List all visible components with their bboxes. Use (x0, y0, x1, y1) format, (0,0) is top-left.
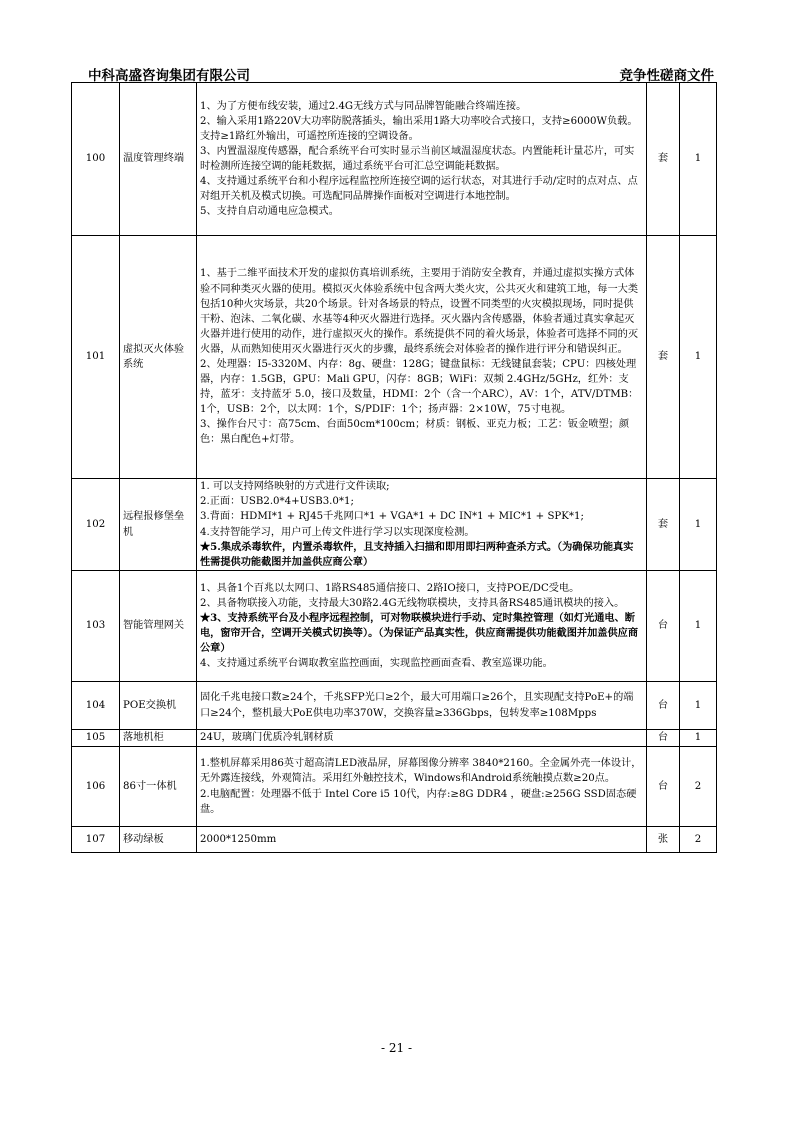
description-line: 2.正面：USB2.0*4+USB3.0*1; (200, 496, 354, 508)
description-line: 1、具备1个百兆以太网口、1路RS485通信接口、2路IO接口，支持POE/DC受电。 (200, 582, 580, 594)
description-line: 1.整机屏幕采用86英寸超高清LED液晶屏，屏幕图像分辨率 3840*2160。全金属外壳一体设计，无外露连接线，外观简洁。采用红外触控技术，Windows和Android系统触摸点数≥20点。 (200, 758, 642, 785)
item-name: 落地机柜 (120, 730, 197, 747)
item-quantity: 1 (680, 236, 717, 479)
item-quantity: 2 (680, 747, 717, 827)
item-name: 智能管理网关 (120, 571, 197, 682)
description-line: 4、支持通过系统平台和小程序远程监控所连接空调的运行状态，对其进行手动/定时的点对点、点对组开关机及模式切换。可选配同品牌操作面板对空调进行本地控制。 (200, 176, 638, 203)
item-number: 103 (72, 571, 120, 682)
table-row (72, 571, 717, 682)
table-row (72, 747, 717, 827)
description-line: 2000*1250mm (200, 833, 277, 845)
table-row (72, 83, 717, 236)
description-line: 支持≥1路红外输出，可遥控所连接的空调设备。 (200, 130, 419, 142)
description-line: 24U，玻璃门优质冷轧钢材质 (200, 732, 334, 744)
item-unit: 台 (647, 571, 680, 682)
item-number: 100 (72, 83, 120, 236)
item-description (197, 827, 647, 853)
description-line: 4.支持智能学习，用户可上传文件进行学习以实现深度检测。 (200, 526, 475, 538)
item-quantity: 2 (680, 827, 717, 853)
item-name: 移动绿板 (120, 827, 197, 853)
description-line: 2、输入采用1路220V大功率防脱落插头，输出采用1路大功率咬合式接口，支持≥6000W负载。 (200, 115, 638, 127)
item-description (197, 730, 647, 747)
item-description (197, 236, 647, 479)
description-line: 1. 可以支持网络映射的方式进行文件读取; (200, 481, 390, 493)
description-line: 4、支持通过系统平台调取教室监控画面，实现监控画面查看、教室巡课功能。 (200, 658, 553, 670)
description-line-bold: ★3、支持系统平台及小程序远程控制，可对物联模块进行手动、定时集控管理（如灯光通电、断电，窗帘开合，空调开关模式切换等）。（为保证产品真实性，供应商需提供功能截图并加盖供应商公章） (200, 611, 639, 655)
item-unit: 套 (647, 236, 680, 479)
document-type: 竞争性磋商文件 (619, 68, 714, 84)
item-name: 温度管理终端 (120, 83, 197, 236)
item-description (197, 571, 647, 682)
description-line: 3、操作台尺寸：高75cm、台面50cm*100cm；材质：钢板、亚克力板；工艺：钣金喷塑；颜色：黑白配色+灯带。 (200, 419, 630, 446)
description-line-bold: ★5.集成杀毒软件，内置杀毒软件，且支持插入扫描和即用即扫两种查杀方式。（为确保功能真实性需提供功能截图并加盖供应商公章） (200, 540, 634, 568)
table-row (72, 682, 717, 730)
item-name: 虚拟灭火体验系统 (120, 236, 197, 479)
table-row (72, 730, 717, 747)
spec-table (71, 82, 717, 853)
page-number: - 21 - (380, 1041, 412, 1055)
item-quantity: 1 (680, 682, 717, 730)
item-name: 86寸一体机 (120, 747, 197, 827)
item-name: POE交换机 (120, 682, 197, 730)
item-unit: 台 (647, 682, 680, 730)
item-number: 107 (72, 827, 120, 853)
item-description (197, 747, 647, 827)
item-description (197, 83, 647, 236)
item-number: 105 (72, 730, 120, 747)
item-number: 104 (72, 682, 120, 730)
item-name: 远程报修堡垒机 (120, 479, 197, 571)
item-description (197, 682, 647, 730)
description-line: 固化千兆电接口数≥24个，千兆SFP光口≥2个，最大可用端口≥26个，且实现配支持PoE+的端口≥24个，整机最大PoE供电功率370W，交换容量≥336Gbps，包转发率≥108Mpps (200, 692, 634, 719)
description-line: 3.背面：HDMI*1 + RJ45千兆网口*1 + VGA*1 + DC IN*1 + MIC*1 + SPK*1; (200, 511, 584, 523)
item-unit: 套 (647, 479, 680, 571)
company-name: 中科高盛咨询集团有限公司 (88, 68, 250, 84)
table-row (72, 236, 717, 479)
item-unit: 台 (647, 730, 680, 747)
item-quantity: 1 (680, 83, 717, 236)
description-line: 1、为了方便布线安装，通过2.4G无线方式与同品牌智能融合终端连接。 (200, 100, 527, 112)
description-line: 1、基于二维平面技术开发的虚拟仿真培训系统，主要用于消防安全教育，并通过虚拟实操方式体验不同种类灭火器的使用。模拟灭火体验系统中包含两大类火灾，公共灭火和建筑工地，每一大类包括10种火灾场景，共20个场景。针对各场景的特点，设置不同类型的火灾模拟现场，同时提供干粉、泡沫、二氧化碳、水基等4种灭火器进行选择。灭火器内含传感器，体验者通过真实拿起灭火器并进行使用的动作，进行虚拟灭火的操作。系统提供不同的着火场景，体验者可选择不同的灭火器，从而熟知使用灭火器进行灭火的步骤，最终系统会对体验者的操作进行评分和错误纠正。 (200, 268, 639, 355)
item-number: 101 (72, 236, 120, 479)
item-unit: 套 (647, 83, 680, 236)
table-row (72, 827, 717, 853)
page-header (88, 64, 714, 82)
item-number: 102 (72, 479, 120, 571)
description-line: 2.电脑配置：处理器不低于 Intel Core i5 10代，内存:≥8G DDR4 ，硬盘:≥256G SSD固态硬盘。 (200, 788, 637, 815)
item-quantity: 1 (680, 571, 717, 682)
item-unit: 台 (647, 747, 680, 827)
description-line: 2、处理器：I5-3320M、内存：8g、硬盘：128G；键盘鼠标：无线键鼠套装；CPU：四核处理器，内存：1.5GB，GPU：Mali GPU，闪存：8GB；WiFi：双频 2.4GHz/5GHz，红外：支持，蓝牙：支持蓝牙 5.0，接口及数量，HDMI：2个（含一个ARC），AV：1个，ATV/DTMB：1个，USB：2个，以太网：1个，S/PDIF：1个；扬声器：2×10W，75寸电视。 (200, 359, 639, 416)
description-line: 3、内置温湿度传感器，配合系统平台可实时显示当前区域温湿度状态。内置能耗计量芯片，可实时检测所连接空调的能耗数据，通过系统平台可汇总空调能耗数据。 (200, 145, 635, 172)
item-number: 106 (72, 747, 120, 827)
description-line: 2、具备物联接入功能，支持最大30路2.4G无线物联模块，支持具备RS485通讯模块的接入。 (200, 597, 625, 609)
item-unit: 张 (647, 827, 680, 853)
description-line: 5、支持自启动通电应急模式。 (200, 206, 339, 218)
item-quantity: 1 (680, 730, 717, 747)
item-quantity: 1 (680, 479, 717, 571)
table-row (72, 479, 717, 571)
item-description (197, 479, 647, 571)
